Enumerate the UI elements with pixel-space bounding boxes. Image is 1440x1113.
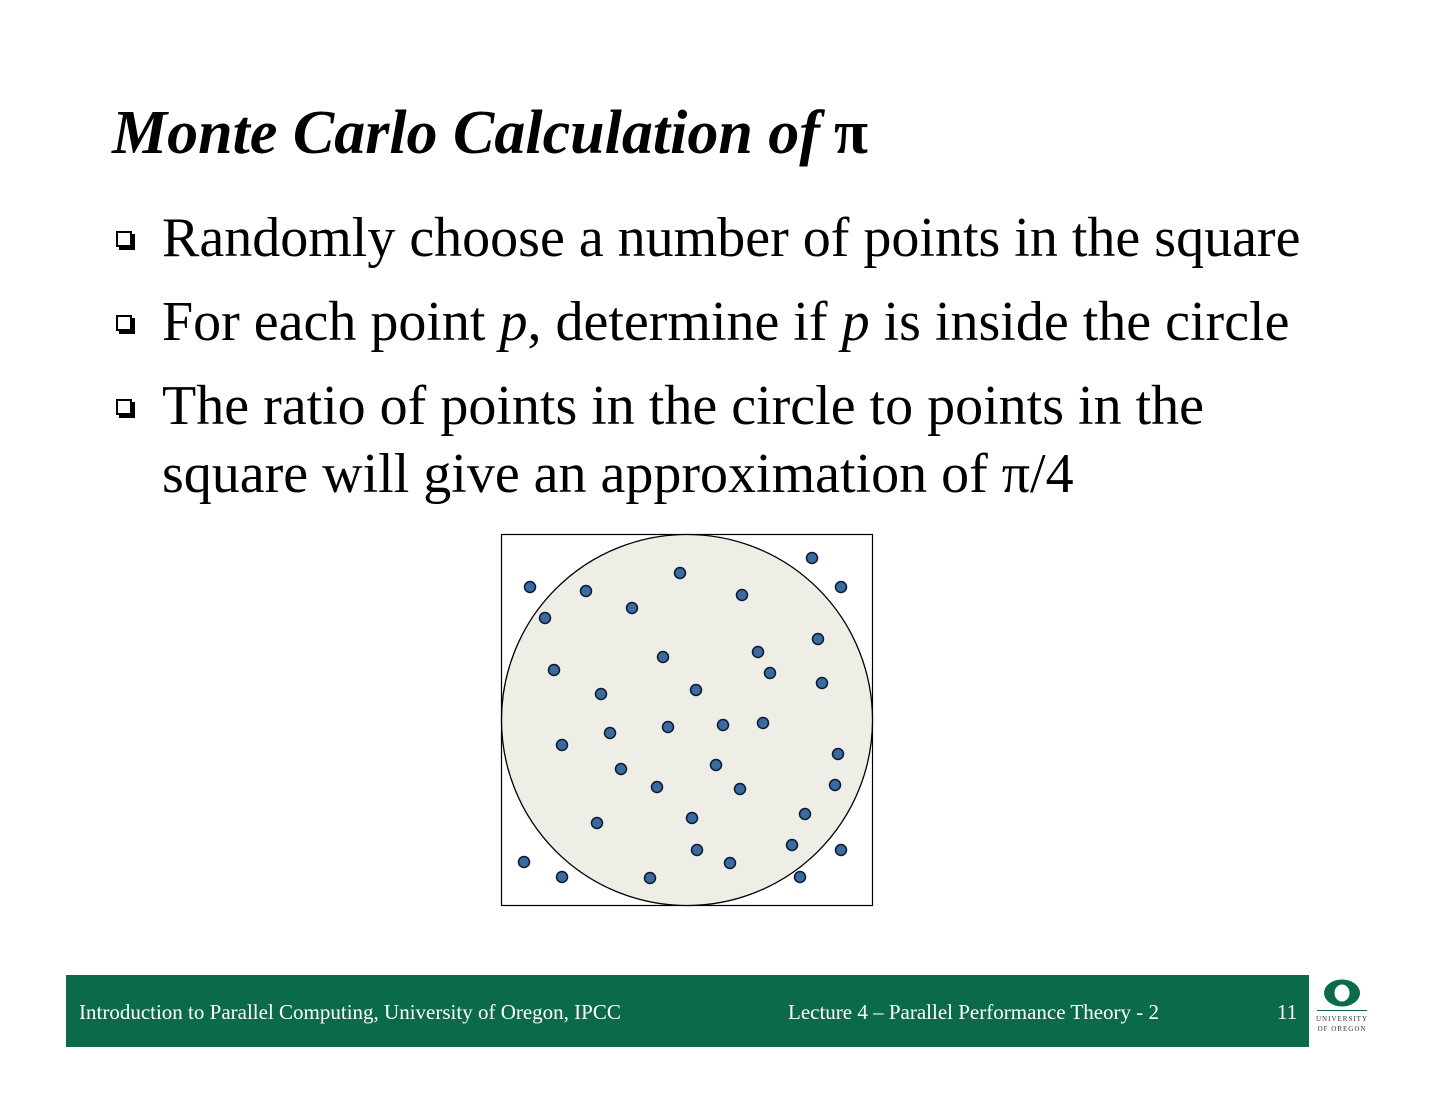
random-point [605, 728, 616, 739]
random-point [800, 809, 811, 820]
random-point [581, 586, 592, 597]
random-point [795, 872, 806, 883]
random-point [549, 665, 560, 676]
random-point [830, 780, 841, 791]
slide-title [112, 96, 868, 170]
slide-title-text: Monte Carlo Calculation of [112, 99, 820, 167]
footer-course-title: Introduction to Parallel Computing, University of Oregon, IPCC [79, 1000, 621, 1024]
footer-lecture-title: Lecture 4 – Parallel Performance Theory - 2 [788, 1000, 1160, 1024]
logo-text-university: UNIVERSITY [1316, 1015, 1368, 1023]
bullet-text-part: is inside the circle [869, 291, 1290, 353]
random-point [737, 590, 748, 601]
random-point [592, 818, 603, 829]
random-point [833, 749, 844, 760]
random-point [807, 553, 818, 564]
random-point [675, 568, 686, 579]
square-bullet-icon [116, 315, 132, 331]
random-point [718, 720, 729, 731]
random-point [836, 845, 847, 856]
monte-carlo-diagram [500, 533, 874, 907]
random-point [663, 722, 674, 733]
pi-symbol: π [833, 99, 868, 167]
random-point [691, 685, 702, 696]
random-point [817, 678, 828, 689]
bullet-text-part: The ratio of points in the circle to points in the square will give an approximation of π/4 [162, 375, 1204, 505]
random-point [836, 582, 847, 593]
logo-text-of-oregon: OF OREGON [1317, 1025, 1367, 1033]
random-point [557, 740, 568, 751]
square-bullet-icon [116, 231, 132, 247]
bullet-item-random-points [112, 204, 1412, 272]
square-bullet-icon [116, 399, 132, 415]
random-point [596, 689, 607, 700]
random-point [753, 647, 764, 658]
bullet-text [162, 372, 1272, 508]
random-point [627, 603, 638, 614]
random-point [735, 784, 746, 795]
random-point [711, 760, 722, 771]
random-point [658, 652, 669, 663]
random-point [652, 782, 663, 793]
uo-o-logo-icon [1322, 978, 1362, 1008]
bullet-text-part: , determine if [527, 291, 842, 353]
variable-p: p [499, 291, 528, 353]
bullet-list [112, 204, 1412, 524]
random-point [725, 858, 736, 869]
bullet-item-ratio [112, 372, 1412, 508]
bullet-text [162, 291, 1289, 353]
bullet-text [162, 207, 1300, 269]
random-point [758, 718, 769, 729]
random-point [692, 845, 703, 856]
inscribed-circle [502, 535, 873, 906]
random-point [787, 840, 798, 851]
random-point [519, 857, 530, 868]
bullet-text-part: Randomly choose a number of points in the square [162, 207, 1301, 269]
random-point [765, 668, 776, 679]
footer-bar [66, 975, 1309, 1047]
variable-p: p [841, 291, 870, 353]
random-point [645, 873, 656, 884]
bullet-text-part: For each point [162, 291, 500, 353]
random-point [616, 764, 627, 775]
random-point [525, 582, 536, 593]
random-point [557, 872, 568, 883]
university-logo [1312, 975, 1372, 1047]
page-number: 11 [1277, 1000, 1298, 1024]
random-point [540, 613, 551, 624]
random-point [813, 634, 824, 645]
random-point [687, 813, 698, 824]
logo-divider [1317, 1010, 1367, 1011]
bullet-item-check-inside [112, 288, 1412, 356]
